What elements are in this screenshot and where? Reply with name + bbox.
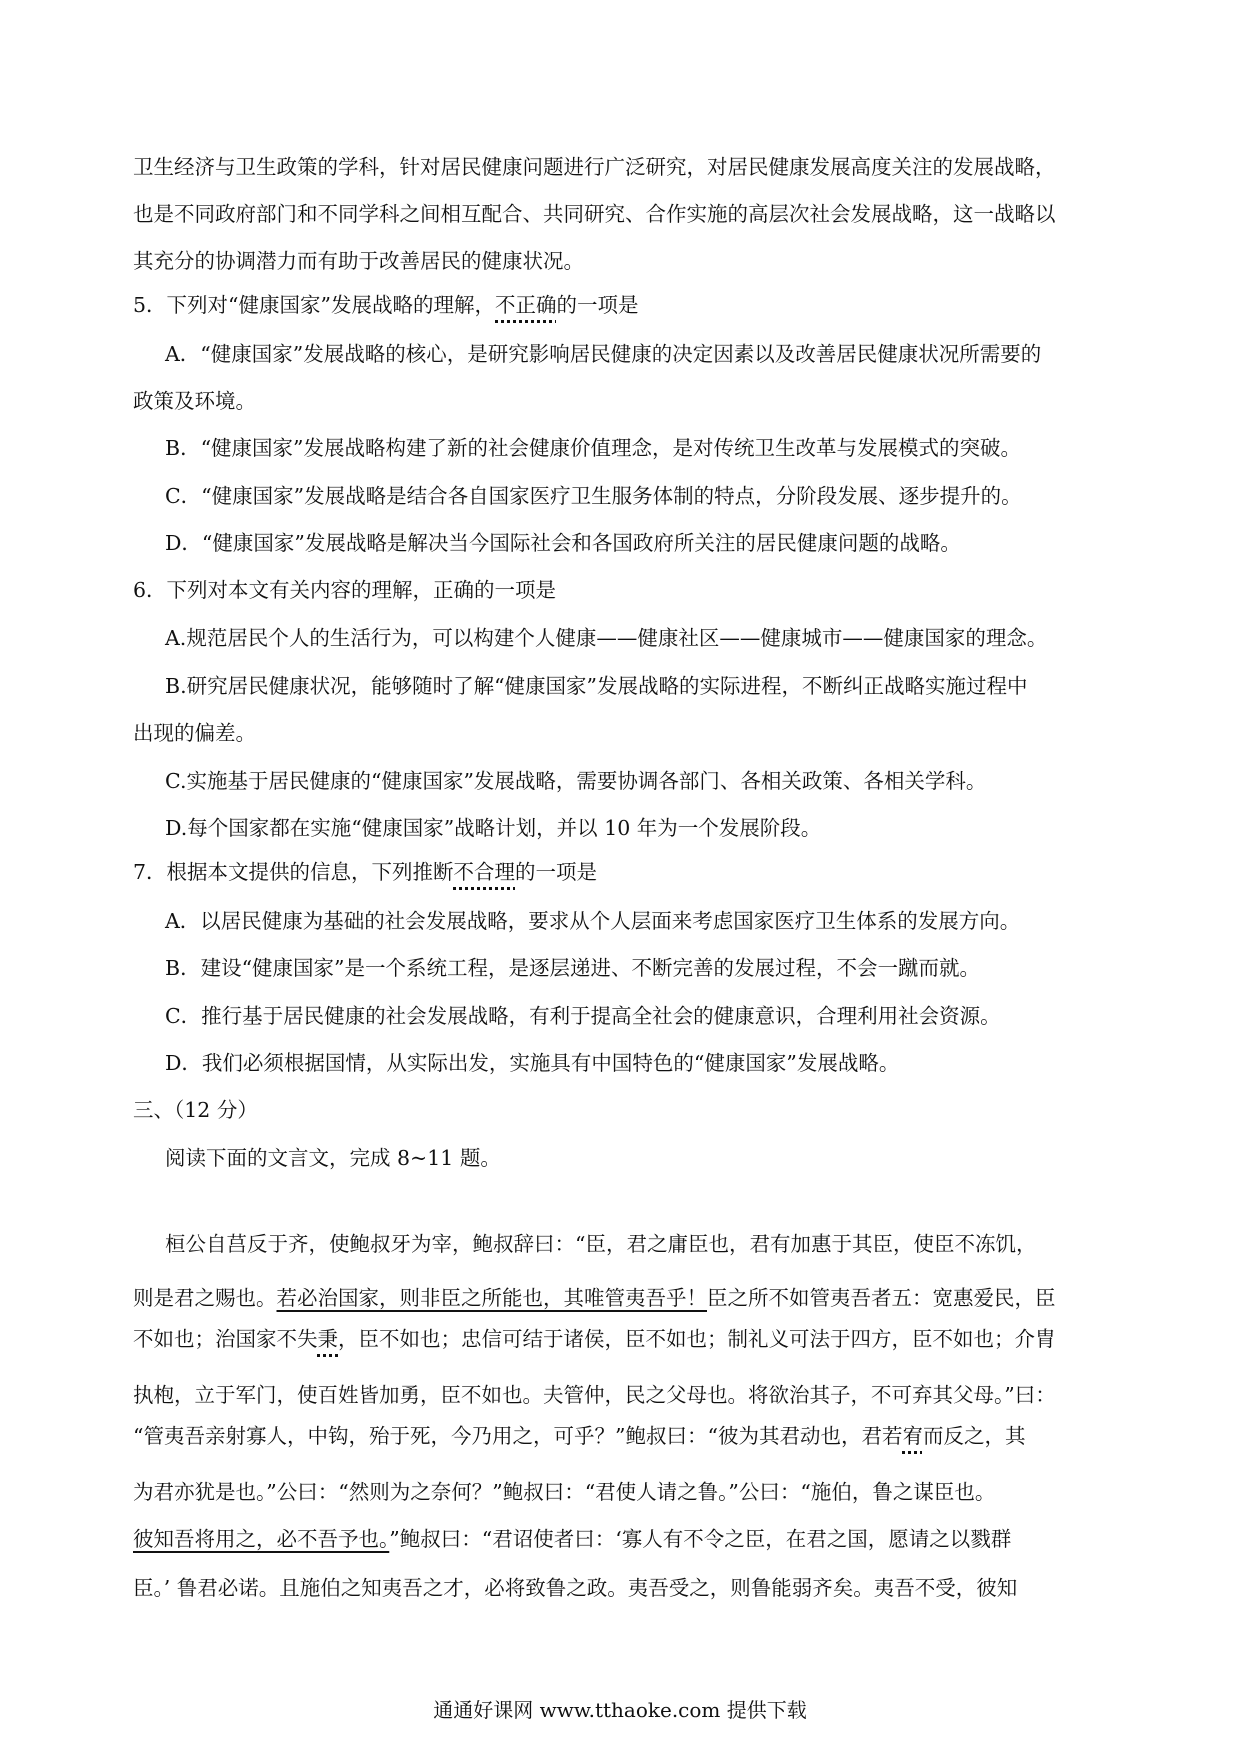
passage-line: 卫生经济与卫生政策的学科，针对居民健康问题进行广泛研究，对居民健康发展高度关注的发展战略， <box>133 155 1056 179</box>
classical-line: 执枹，立于军门，使百姓皆加勇，臣不如也。夫管仲，民之父母也。将欲治其子，不可弃其父母。”曰： <box>133 1383 1056 1407</box>
q7-option-c: C．推行基于居民健康的社会发展战略，有利于提高全社会的健康意识，合理利用社会资源。 <box>165 1004 1001 1028</box>
q5-option-b: B．“健康国家”发展战略构建了新的社会健康价值理念，是对传统卫生改革与发展模式的突破。 <box>165 436 1022 460</box>
emphasis-char: 宥 <box>902 1424 923 1448</box>
q7-option-b: B．建设“健康国家”是一个系统工程，是逐层递进、不断完善的发展过程，不会一蹴而就。 <box>165 956 981 980</box>
classical-line: 彼知吾将用之，必不吾予也。”鲍叔曰：“君诏使者曰：‘寡人有不令之臣，在君之国，愿请之以戮群 <box>133 1527 1012 1551</box>
q6-option-a: A.规范居民个人的生活行为，可以构建个人健康——健康社区——健康城市——健康国家的理念。 <box>165 626 1048 650</box>
passage-line: 其充分的协调潜力而有助于改善居民的健康状况。 <box>133 249 584 273</box>
underlined-sentence: 若必治国家，则非臣之所能也，其唯管夷吾乎！ <box>276 1286 707 1310</box>
page-footer: 通通好课网 www.tthaoke.com 提供下载 <box>433 1698 807 1722</box>
classical-line: 桓公自莒反于齐，使鲍叔牙为宰，鲍叔辞曰：“臣，君之庸臣也，君有加惠于其臣，使臣不冻饥， <box>165 1232 1037 1256</box>
classical-line: 不如也；治国家不失秉，臣不如也；忠信可结于诸侯，臣不如也；制礼义可法于四方，臣不如也；介胄 <box>133 1327 1056 1351</box>
classical-line: “管夷吾亲射寡人，中钩，殆于死，今乃用之，可乎？”鲍叔曰：“彼为其君动也，君若宥而反之，其 <box>133 1424 1026 1448</box>
q7-option-a: A．以居民健康为基础的社会发展战略，要求从个人层面来考虑国家医疗卫生体系的发展方向。 <box>165 909 1021 933</box>
underlined-sentence: 彼知吾将用之，必不吾予也。 <box>133 1527 390 1551</box>
q6-option-b-cont: 出现的偏差。 <box>133 721 256 745</box>
question-5-stem: 5．下列对“健康国家”发展战略的理解，不正确的一项是 <box>133 293 639 317</box>
emphasis-not-correct: 不正确 <box>495 293 557 317</box>
q6-option-c: C.实施基于居民健康的“健康国家”发展战略，需要协调各部门、各相关政策、各相关学科。 <box>165 769 987 793</box>
q6-option-b: B.研究居民健康状况，能够随时了解“健康国家”发展战略的实际进程，不断纠正战略实施过程中 <box>165 674 1028 698</box>
section-heading: 三、（12 分） <box>133 1098 258 1122</box>
q5-option-d: D．“健康国家”发展战略是解决当今国际社会和各国政府所关注的居民健康问题的战略。 <box>165 531 961 555</box>
q7-option-d: D．我们必须根据国情，从实际出发，实施具有中国特色的“健康国家”发展战略。 <box>165 1051 900 1075</box>
q5-option-a: A．“健康国家”发展战略的核心，是研究影响居民健康的决定因素以及改善居民健康状况所需要的 <box>165 342 1042 366</box>
q5-option-c: C．“健康国家”发展战略是结合各自国家医疗卫生服务体制的特点，分阶段发展、逐步提升的。 <box>165 484 1022 508</box>
passage-line: 也是不同政府部门和不同学科之间相互配合、共同研究、合作实施的高层次社会发展战略，这一战略以 <box>133 202 1056 226</box>
question-6-stem: 6．下列对本文有关内容的理解，正确的一项是 <box>133 578 557 602</box>
classical-line: 臣。’ 鲁君必诺。且施伯之知夷吾之才，必将致鲁之政。夷吾受之，则鲁能弱齐矣。夷吾不受，彼知 <box>133 1576 1018 1600</box>
classical-line: 则是君之赐也。若必治国家，则非臣之所能也，其唯管夷吾乎！臣之所不如管夷吾者五：宽惠爱民，臣 <box>133 1286 1056 1310</box>
section-instruction: 阅读下面的文言文，完成 8~11 题。 <box>165 1146 501 1170</box>
emphasis-char: 秉 <box>317 1327 338 1351</box>
emphasis-unreasonable: 不合理 <box>453 860 516 884</box>
q5-option-a-cont: 政策及环境。 <box>133 389 256 413</box>
q6-option-d: D.每个国家都在实施“健康国家”战略计划，并以 10 年为一个发展阶段。 <box>165 816 822 840</box>
question-7-stem: 7．根据本文提供的信息，下列推断不合理的一项是 <box>133 860 598 884</box>
classical-line: 为君亦犹是也。”公曰：“然则为之奈何？”鲍叔曰：“君使人请之鲁。”公曰：“施伯，鲁之谋臣也。 <box>133 1480 996 1504</box>
